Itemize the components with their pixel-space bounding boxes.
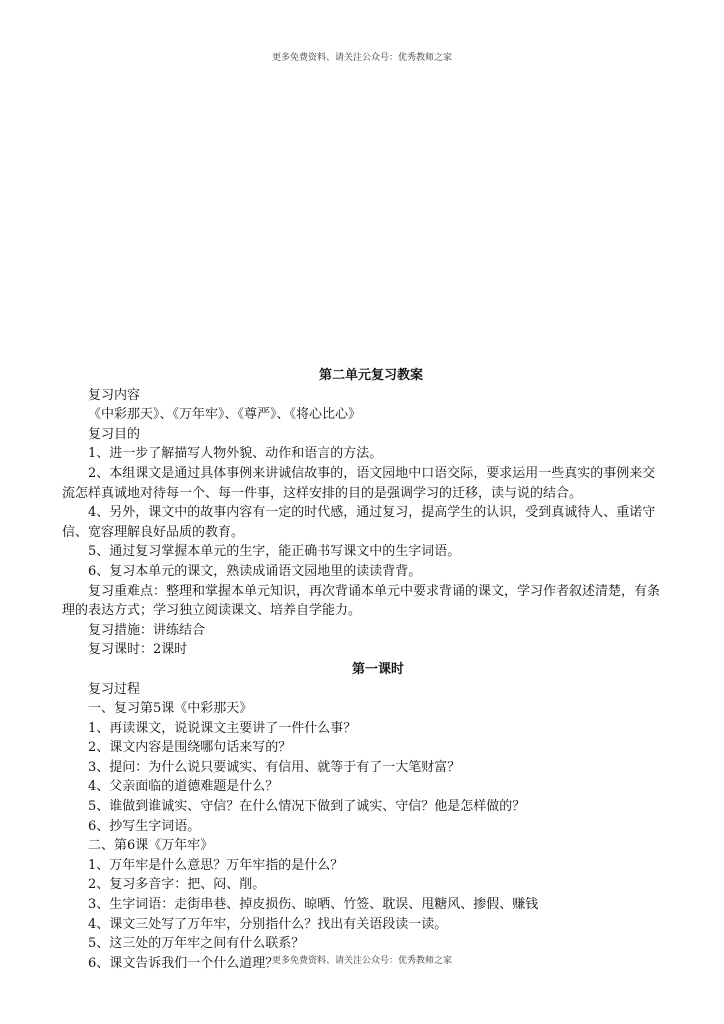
- part1-item: 5、谁做到谁诚实、守信？在什么情况下做到了诚实、守信？他是怎样做的？: [88, 799, 526, 815]
- duration: 复习课时：2课时: [88, 642, 188, 658]
- part1-item: 1、再读课文，说说课文主要讲了一件什么事？: [88, 720, 357, 736]
- part1-item: 6、抄写生字词语。: [88, 818, 201, 834]
- document-body: [62, 366, 662, 973]
- goal-item: 6、复习本单元的课文，熟读成诵语文园地里的读读背背。: [88, 563, 422, 579]
- document-title: 第二单元复习教案: [318, 368, 423, 383]
- measures: 复习措施：讲练结合: [88, 622, 206, 638]
- part2-item: 5、这三处的万年牢之间有什么联系？: [88, 936, 305, 952]
- key-points: 复习重难点：整理和掌握本单元知识，再次背诵本单元中要求背诵的课文，学习作者叙述清楚，有条理的表达方式；学习独立阅读课文、培养自学能力。: [62, 583, 661, 619]
- part2-heading: 二、第6课《万年牢》: [88, 838, 214, 854]
- process-label: 复习过程: [88, 681, 141, 697]
- part1-item: 3、提问：为什么说只要诚实、有信用、就等于有了一大笔财富？: [88, 759, 461, 775]
- goal-item: 1、进一步了解描写人物外貌、动作和语言的方法。: [88, 446, 383, 462]
- page-header: 更多免费资料、请关注公众号：优秀教师之家: [271, 53, 452, 63]
- part1-heading: 一、复习第5课《中彩那天》: [88, 701, 253, 717]
- lessons-list: 《中彩那天》、《万年牢》、《尊严》、《将心比心》: [88, 407, 362, 423]
- part2-item: 3、生字词语：走街串巷、掉皮损伤、晾晒、竹签、耽误、甩糖风、掺假、赚钱: [88, 897, 539, 913]
- part1-item: 2、课文内容是围绕哪句话来写的？: [88, 740, 292, 756]
- part2-item: 1、万年牢是什么意思？万年牢指的是什么？: [88, 857, 344, 873]
- part2-item: 4、课文三处写了万年牢，分别指什么？找出有关语段读一读。: [88, 916, 448, 932]
- part1-item: 4、父亲面临的道德难题是什么？: [88, 779, 279, 795]
- goals-label: 复习目的: [88, 426, 141, 442]
- review-content-label: 复习内容: [88, 387, 141, 403]
- part2-item: 2、复习多音字：把、闷、削。: [88, 877, 266, 893]
- goal-item: 2、本组课文是通过具体事例来讲诚信故事的，语文园地中口语交际，要求运用一些真实的事例来交流怎样真诚地对待每一个、每一件事，这样安排的目的是强调学习的迁移，读与说的结合。: [62, 465, 656, 501]
- lesson-heading: 第一课时: [351, 661, 404, 677]
- page-footer: 更多免费资料、请关注公众号：优秀教师之家: [271, 956, 452, 966]
- goal-item: 5、通过复习掌握本单元的生字，能正确书写课文中的生字词语。: [88, 544, 461, 560]
- part2-item: 6、课文告诉我们一个什么道理？: [88, 955, 279, 971]
- goal-item: 4、另外，课文中的故事内容有一定的时代感，通过复习，提高学生的认识，受到真诚待人、重诺守信、宽容理解良好品质的教育。: [62, 505, 656, 540]
